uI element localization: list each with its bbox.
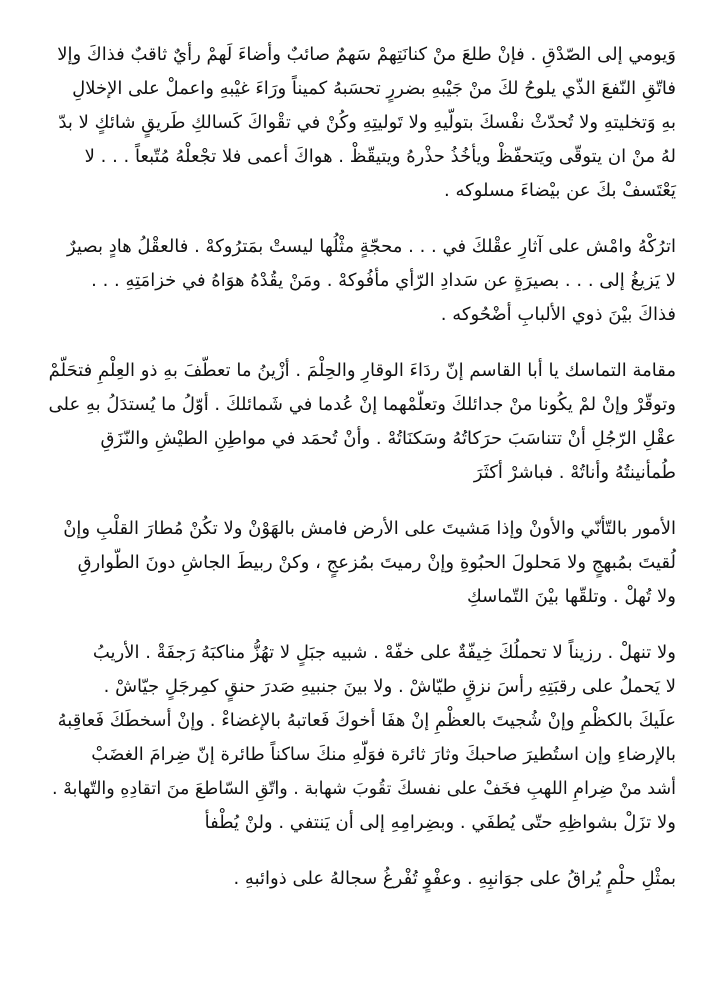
- text-line: لا يَزيغُ إلى . . . بصيرَةٍ عن سَدادِ الرّأي مأفُوكهْ . ومَنْ يقُدْهُ هوَاهُ في خزامَتِهِ . . .: [91, 270, 676, 291]
- text-line: وَيومي إلى الصّدْقِ . فإنْ طلعَ منْ كنانَتِهمْ سَهمٌ صائبٌ وأضاءَ لَهمْ رأيٌ ثاقبٌ فذاكَ وإلا: [57, 44, 676, 65]
- text-line: فاتّقِ النّفعَ الذّي يلوحُ لكَ منْ جَيْبهِ بضررٍ تحسَبهُ كميناً ورَاءَ غيْبهِ واعملْ على الإخلالِ: [72, 78, 676, 99]
- text-line: مقامة التماسك يا أبا القاسم إنّ ردَاءَ الوقارِ والحِلْمَ . أزْينُ ما تعطّفَ بهِ ذو العِلْمِ فتحَلّمْ: [48, 360, 676, 381]
- text-line: عقْلِ الرّجُلِ أنْ تتناسَبَ حرَكاتُهُ وسَكنَاتُهْ . وأنْ تُحمَد في مواطِنِ الطيْشِ والنّزَقِ: [100, 428, 676, 449]
- text-line: فذاكَ بيْنَ ذوي الألبابِ أضْحُوكه .: [440, 304, 676, 325]
- document-body: [48, 38, 676, 918]
- paragraph: [48, 230, 676, 332]
- paragraph: [48, 636, 676, 840]
- paragraph: [48, 38, 676, 208]
- text-line: ولا تزَلْ بشواظِهِ حتّى يُطفَي . وبضِرامِهِ إلى أن يَنتفي . ولنْ يُطْفأ: [204, 812, 676, 833]
- text-line: لا يَحملُ على رقبَتِهِ رأسَ نزقٍ طيّاشْ . ولا بينَ جنبيهِ صَدرَ حنقٍ كمِرجَلٍ جيّاشْ .: [103, 676, 676, 697]
- text-line: طُمأنينتُهُ وأناتُهْ . فباشرْ أكثَرَ: [473, 462, 676, 483]
- text-line: الأمور بالتّأنّي والأونْ وإذا مَشيتَ على الأرض فامش بالهَوْنْ ولا تكُنْ مُطارَ القلْبِ وإنْ: [63, 518, 676, 539]
- text-line: أشد منْ ضِرامِ اللهبِ فخَفْ على نفسكَ تقُوبَ شهابة . واتّقِ السّاطعَ منَ اتقادِهِ والتّهابهْ .: [52, 779, 676, 799]
- text-line: بالإرضاءِ وإن استُطيرَ صاحبكَ وثارَ ثائرة فوَلّهِ منكَ ساكناً طائرة إنّ ضِرامَ الغضَبْ: [91, 744, 676, 765]
- paragraph: [48, 512, 676, 614]
- text-line: وتوقّرْ وإنْ لمْ يكُونا منْ جدائلكَ وتعلّمْهما إنْ عُدما في شَمائلكَ . أوّلُ ما يُستدَلُ بهِ على: [48, 394, 676, 415]
- paragraph: [48, 862, 676, 896]
- text-line: بمثْلِ حلْمٍ يُراقُ على جوَانبِهِ . وعفْوٍ تُفْرغُ سجالهُ على ذوائبهِ .: [233, 868, 676, 889]
- text-line: ولا تُهلْ . وتلقّها بيْنَ التّماسكِ: [467, 586, 676, 607]
- text-line: اترُكْهُ وامْش على آثارِ عقْلكَ في . . . محجّةٍ مثْلُها ليستْ بمَترُوكهْ . فالعقْلُ هادٍ بصيرٌ: [66, 236, 676, 257]
- text-line: ولا تنهلْ . رزيناً لا تحملُكَ خِيفّةٌ على خفّهْ . شبيه جبَلٍ لا تهُزُّ مناكبَهُ رَجفَةْ . الأريبُ: [92, 642, 676, 663]
- text-line: علَيكَ بالكظْمِ وإنْ شُجيتَ بالعظْمِ إنْ هفَا أخوكَ فَعاتبهُ بالإغضاءْ . وإنْ أسخطَكَ فَعاقِبهُ: [57, 710, 676, 731]
- text-line: لهُ منْ ان يتوقّى ويَتحفّظْ ويأخُذُ حذْرهُ ويتيقّظْ . هواكَ أعمى فلا تجْعلْهُ مُتّبعاً . . . لا: [84, 146, 676, 167]
- text-line: يَعْتَسفْ بكَ عن بيْضاءَ مسلوكه .: [444, 180, 676, 201]
- paragraph: [48, 354, 676, 490]
- text-line: لُقيتَ بمُبهجٍ ولا مَحلولَ الحبُوةِ وإنْ رميتَ بمُزعجٍ ، وكنْ ربيطَ الجاشِ دونَ الطّوارقِ: [77, 552, 676, 573]
- text-line: بهِ وَتخليتهِ ولا تُحدّثْ نفْسكَ بتولّيهِ ولا تَوليتِهِ وكُنْ في تقْواكَ كَسالكِ طَريقٍ شائكٍ لا بدّ: [58, 112, 676, 133]
